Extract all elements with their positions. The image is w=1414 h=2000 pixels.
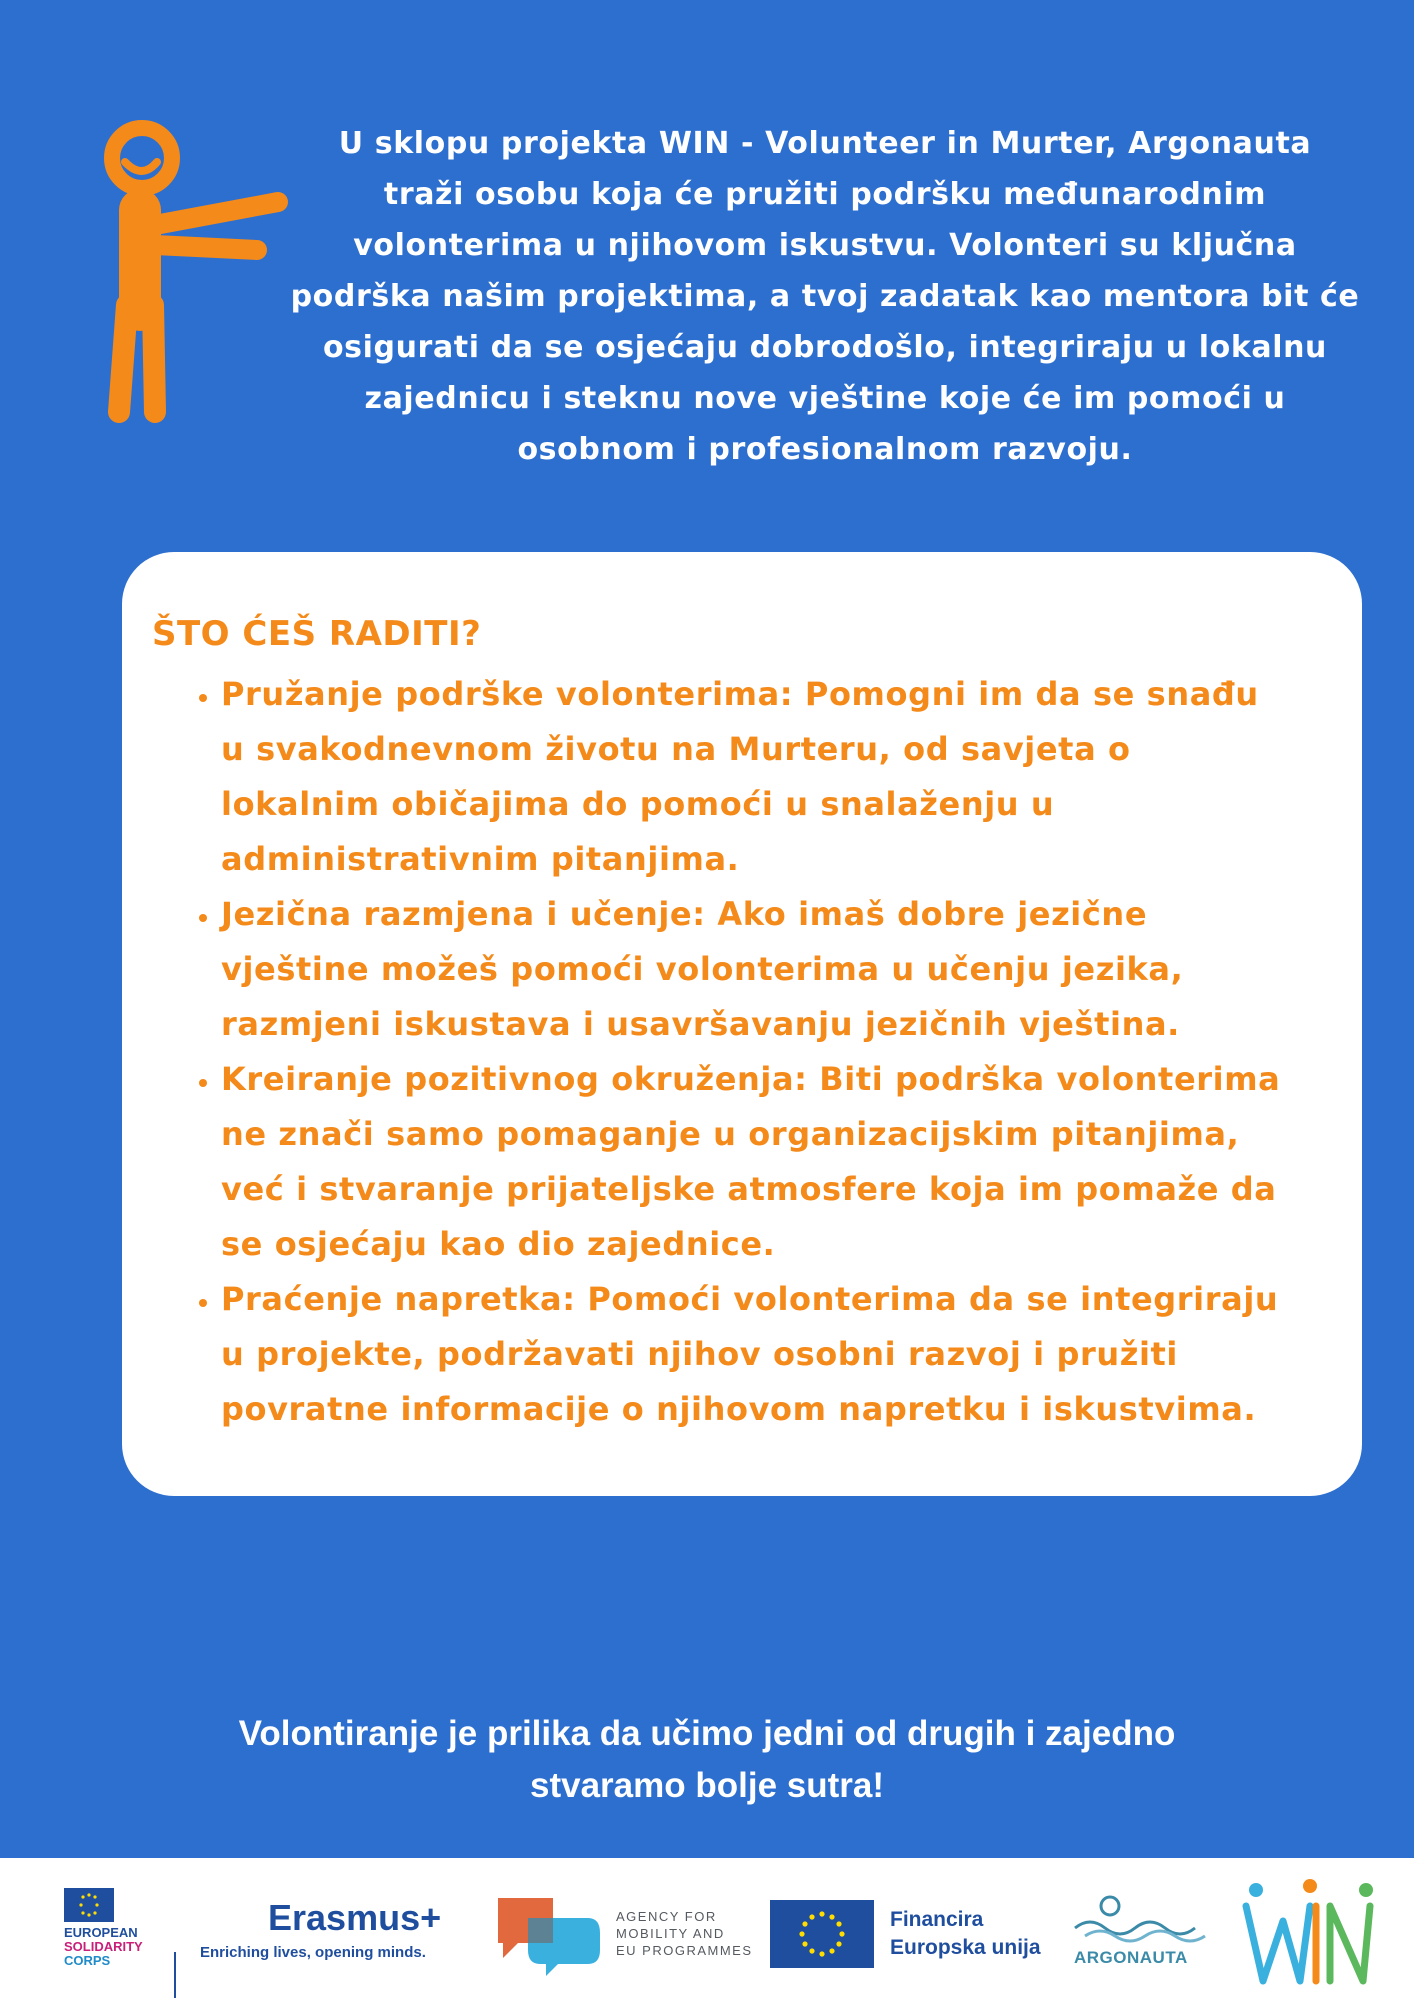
task-line: Jezična razmjena i učenje: Ako imaš dobre jezične — [221, 895, 1148, 933]
closing-message — [0, 1708, 1414, 1812]
card-title: ŠTO ĆEŠ RADITI? — [152, 614, 482, 654]
esc-line: CORPS — [64, 1953, 111, 1968]
task-line: Kreiranje pozitivnog okruženja: Biti podrška volonterima — [221, 1060, 1281, 1098]
agency-logo — [488, 1888, 763, 1978]
agency-wordmark — [616, 1908, 753, 1959]
agency-line: MOBILITY AND — [616, 1926, 725, 1941]
octopus-wave-icon — [1070, 1888, 1210, 1948]
esc-wordmark — [64, 1926, 143, 1968]
eu-line: Europska unija — [890, 1936, 1041, 1959]
task-line: Pružanje podrške volonterima: Pomogni im da se snađu — [221, 675, 1259, 713]
intro-line: U sklopu projekta WIN - Volunteer in Murter, Argonauta — [338, 126, 1312, 161]
task-line: već i stvaranje prijateljske atmosfere koja im pomaže da — [221, 1170, 1277, 1208]
task-line: povratne informacije o njihovom napretku i iskustvima. — [221, 1390, 1257, 1428]
task-line: u svakodnevnom životu na Murteru, od savjeta o — [221, 730, 1131, 768]
eu-flag-icon — [770, 1900, 874, 1968]
task-line: razmjeni iskustava i usavršavanju jezičnih vještina. — [221, 1005, 1180, 1043]
eu-funding-text — [890, 1906, 1041, 1962]
volunteer-figure-icon — [95, 110, 295, 430]
task-item — [221, 1052, 1331, 1272]
win-logo-icon — [1238, 1876, 1383, 1991]
esc-line: SOLIDARITY — [64, 1939, 143, 1954]
speech-bubbles-icon — [488, 1888, 608, 1978]
intro-text — [270, 118, 1380, 475]
closing-line: Volontiranje je prilika da učimo jedni od drugih i zajedno — [238, 1714, 1176, 1753]
task-line: Praćenje napretka: Pomoći volonterima da se integriraju — [221, 1280, 1279, 1318]
intro-line: osigurati da se osjećaju dobrodošlo, integriraju u lokalnu — [322, 330, 1328, 365]
intro-line: zajednicu i steknu nove vještine koje će im pomoći u — [364, 381, 1286, 416]
intro-line: osobnom i profesionalnom razvoju. — [517, 432, 1133, 467]
task-line: vještine možeš pomoći volonterima u učenju jezika, — [221, 950, 1184, 988]
task-line: se osjećaju kao dio zajednice. — [221, 1225, 776, 1263]
task-line: u projekte, podržavati njihov osobni razvoj i pružiti — [221, 1335, 1178, 1373]
erasmus-plus-logo — [200, 1898, 460, 1968]
erasmus-tagline: Enriching lives, opening minds. — [200, 1944, 426, 1961]
intro-line: volonterima u njihovom iskustvu. Volonteri su ključna — [353, 228, 1297, 263]
argonauta-logo — [1070, 1888, 1210, 1978]
european-solidarity-corps-logo — [64, 1888, 184, 1978]
task-line: ne znači samo pomaganje u organizacijskim pitanjima, — [221, 1115, 1240, 1153]
task-item — [221, 1272, 1331, 1437]
divider — [174, 1952, 176, 1998]
argonauta-wordmark: ARGONAUTA — [1074, 1948, 1188, 1967]
agency-line: AGENCY FOR — [616, 1909, 717, 1924]
eu-flag-icon — [64, 1888, 114, 1922]
eu-funding-logo — [770, 1900, 1070, 1970]
sponsor-footer — [0, 1858, 1414, 2000]
closing-line: stvaramo bolje sutra! — [530, 1766, 884, 1805]
intro-line: podrška našim projektima, a tvoj zadatak kao mentora bit će — [290, 279, 1360, 314]
task-list — [187, 667, 1331, 1437]
task-line: administrativnim pitanjima. — [221, 840, 740, 878]
task-line: lokalnim običajima do pomoći u snalaženju u — [221, 785, 1055, 823]
task-item — [221, 887, 1331, 1052]
agency-line: EU PROGRAMMES — [616, 1943, 753, 1958]
eu-line: Financira — [890, 1908, 984, 1931]
task-item — [221, 667, 1331, 887]
esc-line: EUROPEAN — [64, 1925, 138, 1940]
intro-line: traži osobu koja će pružiti podršku međunarodnim — [383, 177, 1267, 212]
tasks-card — [122, 552, 1362, 1496]
erasmus-name: Erasmus+ — [268, 1897, 442, 1938]
